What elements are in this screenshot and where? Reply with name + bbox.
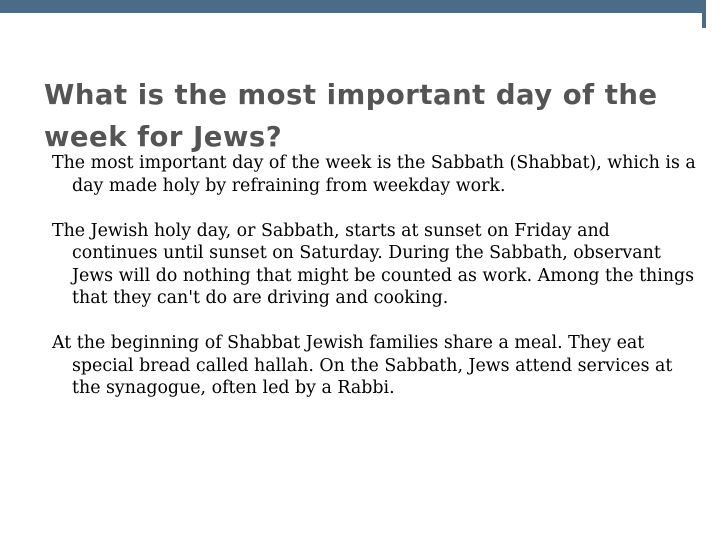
- corner-accent: [702, 0, 728, 40]
- top-accent-bar: [0, 0, 728, 13]
- slide-title: What is the most important day of the week for Jews?: [44, 79, 658, 153]
- slide-body: [52, 152, 696, 422]
- paragraph-sabbath-customs: At the beginning of Shabbat Jewish families share a meal. They eat special bread called hallah. On the Sabbath, Jews attend services at the synagogue, often led by a Rabbi.: [52, 333, 673, 398]
- paragraph-sabbath-timing: The Jewish holy day, or Sabbath, starts at sunset on Friday and continues until sunset on Saturday. During the Sabbath, observant Jews will do nothing that might be counted as work. Among the things that they can't do are driving and cooking.: [52, 220, 695, 308]
- paragraph-sabbath-intro: The most important day of the week is the Sabbath (Shabbat), which is a day made holy by refraining from weekday work.: [52, 153, 696, 196]
